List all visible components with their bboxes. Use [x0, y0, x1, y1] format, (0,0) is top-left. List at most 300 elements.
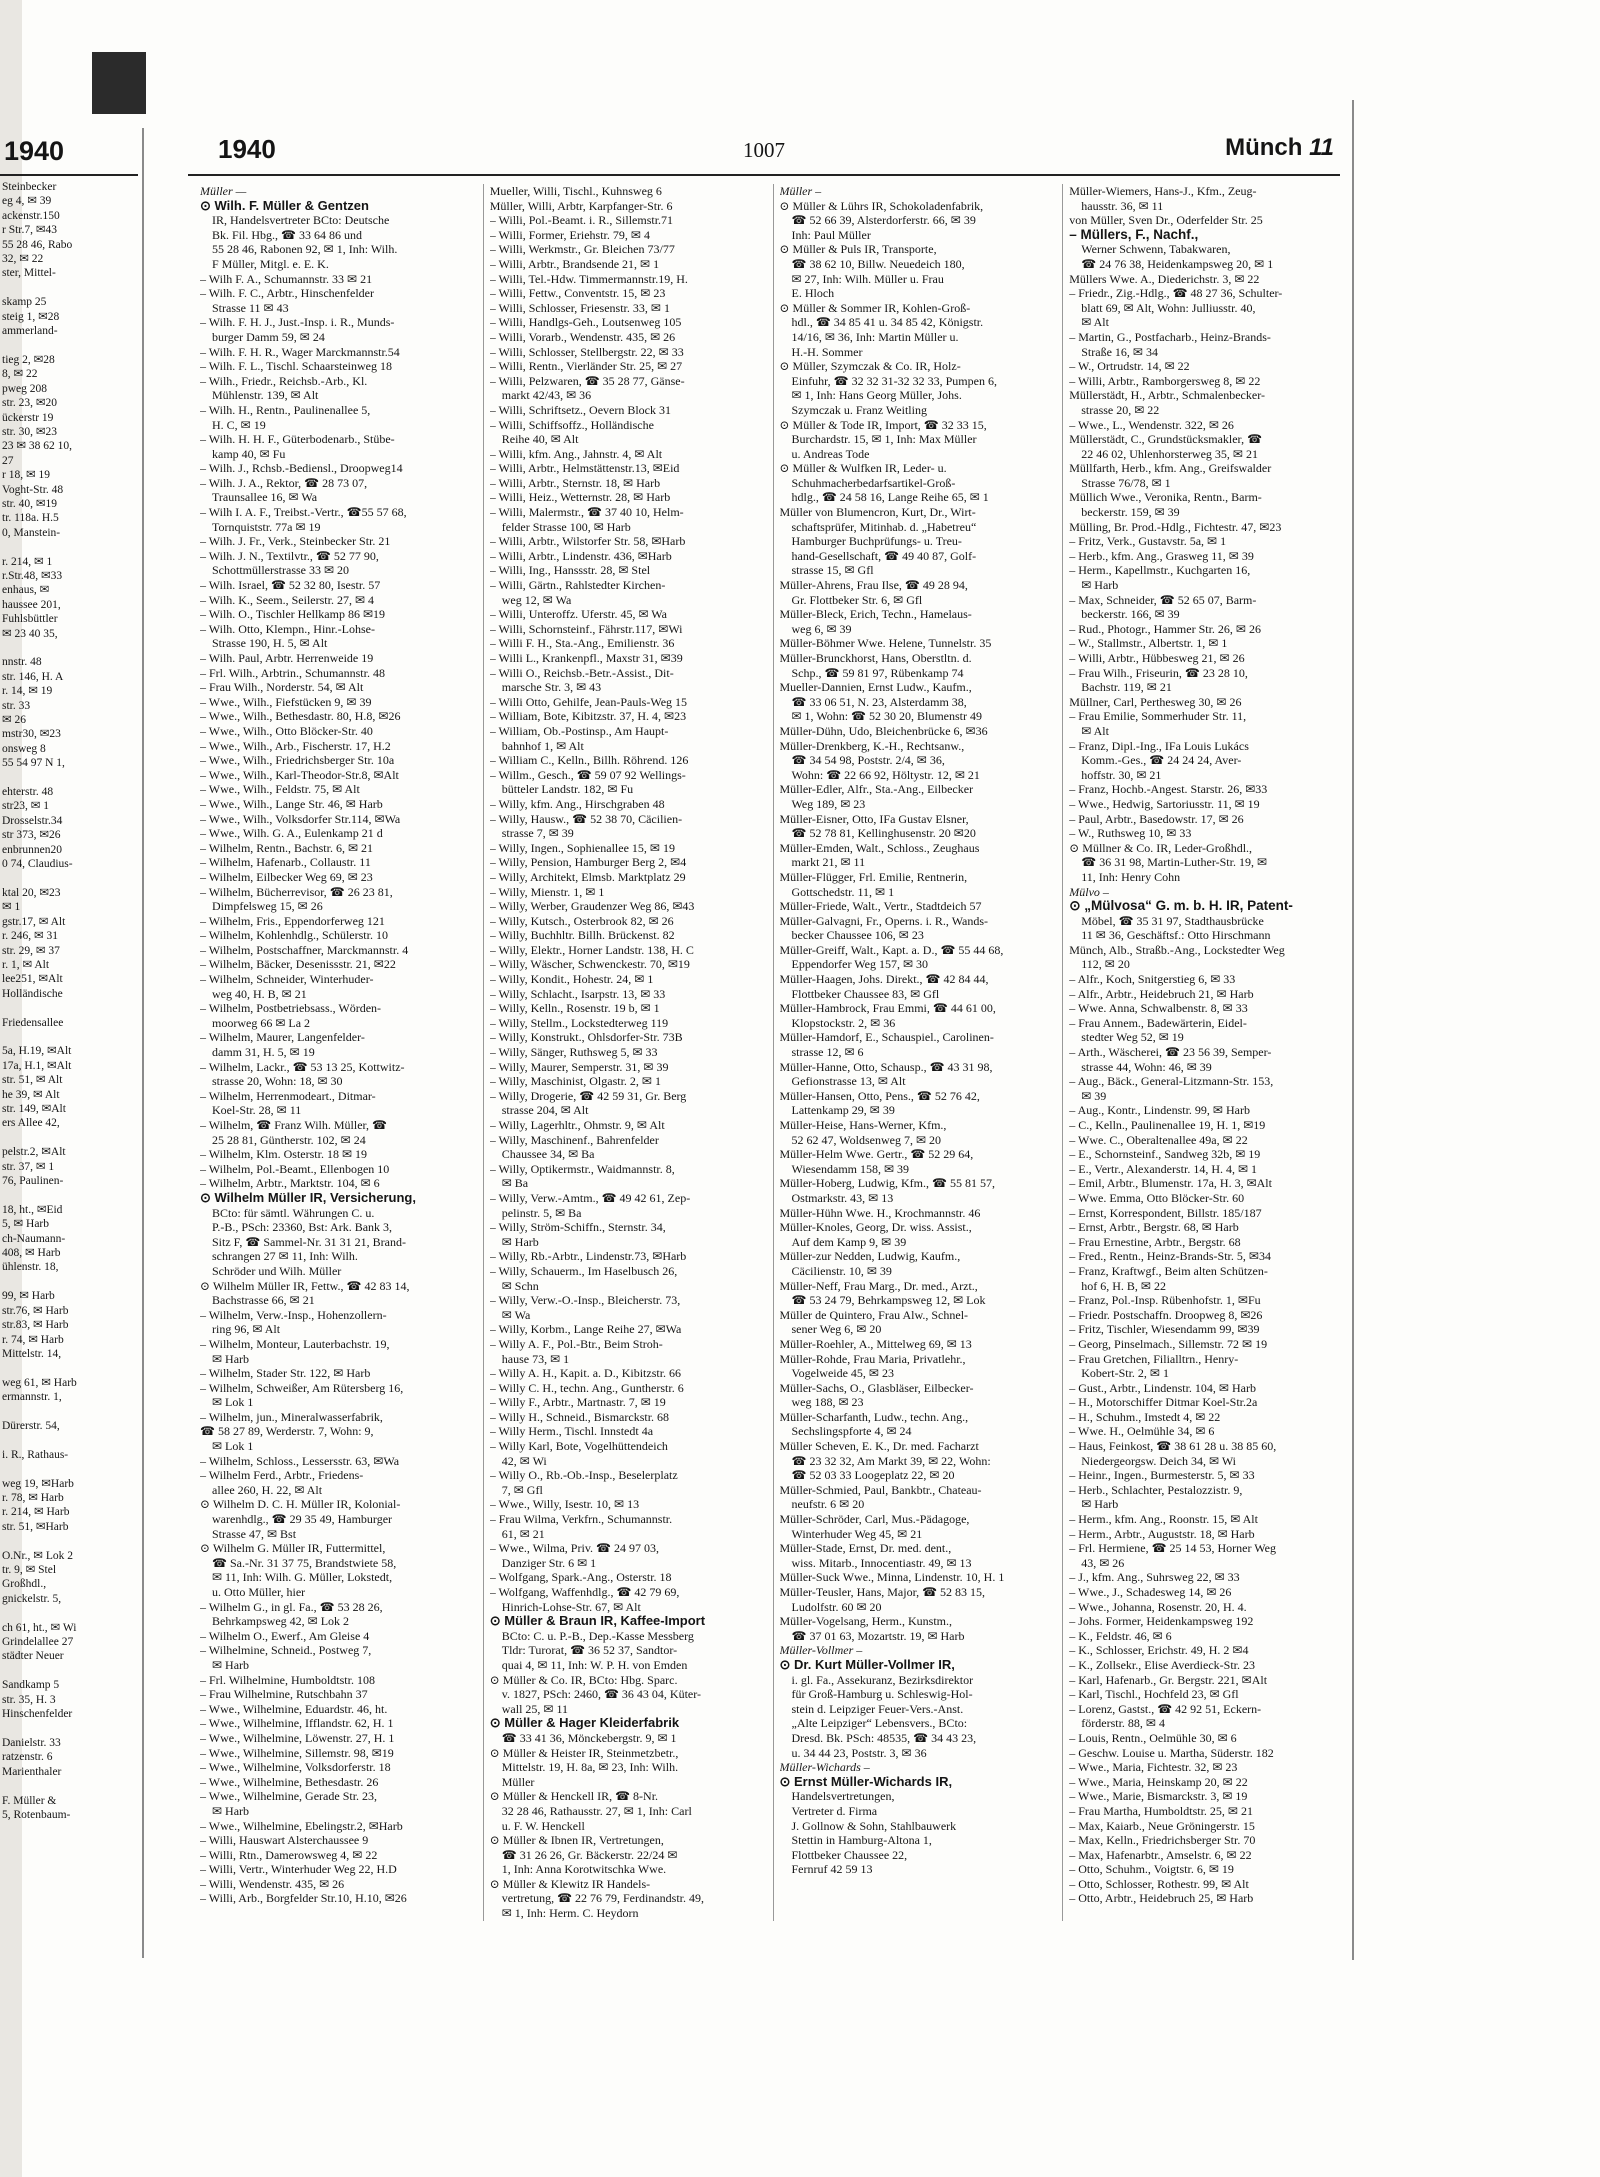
previous-page-line [2, 1001, 138, 1015]
directory-entry: – Wilhelm, Bäcker, Desenissstr. 21, ✉22 [200, 957, 396, 972]
directory-entry: – Wilhelm, Bücherrevisor, ☎ 26 23 81, [200, 884, 393, 899]
directory-entry: ✉ Harb [501, 1234, 539, 1249]
directory-entry: ☎ 52 03 33 Loogeplatz 22, ✉ 20 [791, 1468, 955, 1483]
previous-page-line: Danielstr. 33 [2, 1736, 61, 1749]
directory-entry: Kobert-Str. 2, ✉ 1 [1081, 1366, 1169, 1381]
directory-entry: ✉ Harb [212, 1803, 250, 1818]
previous-page-line: r. 246, ✉ 31 [2, 930, 58, 943]
directory-entry: kamp 40, ✉ Fu [212, 446, 286, 461]
previous-page-line: ammerland- [2, 325, 58, 338]
directory-entry: – Willy, Schauerm., Im Haselbusch 26, [489, 1263, 678, 1278]
directory-entry: – Willy, Hausw., ☎ 52 38 70, Cäcilien- [489, 811, 683, 826]
directory-entry: – Wwe., Wilh., Feldstr. 75, ✉ Alt [200, 782, 360, 797]
directory-entry: u. 34 44 23, Poststr. 3, ✉ 36 [791, 1745, 927, 1760]
directory-entry: Sitz F, ☎ Sammel-Nr. 31 31 21, Brand- [212, 1234, 406, 1249]
directory-entry: Wohn: ☎ 22 66 92, Höltystr. 12, ✉ 21 [791, 767, 980, 782]
previous-page-line: 0, Manstein- [2, 526, 61, 539]
previous-page-line: Friedensallee [2, 1016, 64, 1029]
previous-page-line: 27 [2, 454, 14, 467]
previous-page-line: pweg 208 [2, 382, 48, 395]
directory-entry: ☎ 52 66 39, Alsterdorferstr. 66, ✉ 39 [791, 213, 976, 228]
previous-page-line: r.Str.48, ✉33 [2, 569, 63, 582]
directory-entry: – Wilhelm, Postbetriebsass., Wörden- [200, 1001, 382, 1016]
previous-page-line [2, 338, 138, 352]
previous-page-line: nnstr. 48 [2, 656, 42, 669]
directory-entry: allee 260, H. 22, ✉ Alt [212, 1482, 323, 1497]
directory-entry: – Franz, Kraftwgf., Beim alten Schützen- [1069, 1263, 1268, 1278]
directory-entry: felder Strasse 100, ✉ Harb [501, 519, 631, 534]
directory-entry: – Frl. Wilh., Arbtrin., Schumannstr. 48 [200, 665, 385, 680]
directory-entry: ☎ 52 78 81, Kellinghusenstr. 20 ✉20 [791, 826, 976, 841]
directory-entry: Müller-Edler, Alfr., Sta.-Ang., Eilbecker [779, 782, 974, 797]
directory-entry: Mülvo – [1069, 884, 1109, 899]
directory-entry: – Willy, Kelln., Rosenstr. 19 b, ✉ 1 [489, 1001, 660, 1016]
previous-page-line: ers Allee 42, [2, 1117, 60, 1130]
directory-entry: Strasse 47, ✉ Bst [212, 1526, 297, 1541]
directory-entry: – Willy, Kutsch., Osterbrook 82, ✉ 26 [489, 913, 674, 928]
directory-entry: – Frau Ernestine, Arbtr., Bergstr. 68 [1069, 1234, 1241, 1249]
previous-page-line [2, 1275, 138, 1289]
directory-entry: Vertreter d. Firma [791, 1803, 878, 1818]
directory-entry: Mueller, Willi, Tischl., Kuhnsweg 6 [489, 184, 662, 198]
directory-entry: moorweg 66 ✉ La 2 [212, 1015, 311, 1030]
previous-page-line [2, 1188, 138, 1202]
previous-page-line: ackenstr.150 [2, 209, 60, 222]
directory-entry: – Wilhelm G., in gl. Fa., ☎ 53 28 26, [200, 1599, 383, 1614]
previous-page-line: 55 28 46, Rabo [2, 238, 73, 251]
directory-entry: – Wwe., Wilh., Otto Blöcker-Str. 40 [200, 723, 373, 738]
directory-entry: – Herm., kfm. Ang., Roonstr. 15, ✉ Alt [1069, 1512, 1258, 1527]
directory-entry: – Wilh F. A., Schumannstr. 33 ✉ 21 [200, 271, 373, 286]
directory-entry: – Herm., Kapellmstr., Kuchgarten 16, [1069, 563, 1251, 578]
directory-entry: – Wilh. F. L., Tischl. Schaarsteinweg 18 [200, 359, 392, 374]
previous-page-line: ✉ 23 40 35, [2, 627, 58, 640]
directory-entry: ✉ 39 [1081, 1088, 1107, 1103]
previous-page-line: mstr30, ✉23 [2, 728, 61, 741]
directory-entry: – Willi, Gärtn., Rahlstedter Kirchen- [489, 578, 666, 593]
directory-entry: Müller-Suck Wwe., Minna, Lindenstr. 10, H. 1 [779, 1570, 1005, 1585]
directory-entry: ✉ 27, Inh: Wilh. Müller u. Frau [791, 271, 944, 286]
directory-entry: 11 ✉ 36, Geschäftsf.: Otto Hirschmann [1081, 928, 1271, 943]
directory-entry: – Otto, Schlosser, Rothestr. 99, ✉ Alt [1069, 1876, 1249, 1891]
previous-page-line: str. 29, ✉ 37 [2, 944, 60, 957]
previous-page-line [2, 1131, 138, 1145]
directory-entry: – Willy, Rb.-Arbtr., Lindenstr.73, ✉Harb [489, 1249, 687, 1264]
directory-entry: – Paul, Arbtr., Basedowstr. 17, ✉ 26 [1069, 811, 1244, 826]
directory-entry: Straße 16, ✉ 34 [1081, 344, 1158, 359]
previous-page-line: str.76, ✉ Harb [2, 1304, 69, 1317]
directory-entry: strasse 7, ✉ 39 [501, 826, 574, 841]
directory-entry: Werner Schwenn, Tabakwaren, [1081, 242, 1231, 257]
previous-page-line [2, 1405, 138, 1419]
directory-entry: – Willy, Verw.-O.-Insp., Bleicherstr. 73, [489, 1293, 681, 1308]
directory-entry: Müller-Haagen, Johs. Direkt., ☎ 42 84 44, [779, 972, 989, 987]
directory-entry: – Wwe., Wilh., Fiefstücken 9, ✉ 39 [200, 694, 372, 709]
directory-entry: 112, ✉ 20 [1081, 957, 1130, 972]
previous-page-line: onsweg 8 [2, 742, 46, 755]
directory-entry: 52 62 47, Woldsenweg 7, ✉ 20 [791, 1132, 942, 1147]
directory-entry: ✉ 1, Wohn: ☎ 52 30 20, Blumenstr 49 [791, 709, 982, 724]
directory-entry: – Frl. Wilhelmine, Humboldtstr. 108 [200, 1672, 375, 1687]
previous-page-line: r. 14, ✉ 19 [2, 685, 53, 698]
previous-page-line: he 39, ✉ Alt [2, 1088, 60, 1101]
header-year: 1940 [218, 134, 276, 164]
directory-entry: Strasse 76/78, ✉ 1 [1081, 475, 1171, 490]
previous-page-line: Voght-Str. 48 [2, 483, 64, 496]
directory-entry: Müller-Hansen, Otto, Pens., ☎ 52 76 42, [779, 1088, 980, 1103]
previous-page-line [2, 872, 138, 886]
directory-entry: sener Weg 6, ✉ 20 [791, 1322, 882, 1337]
previous-page-line: enhaus, ✉ [2, 584, 50, 597]
directory-entry: 32 28 46, Rathausstr. 27, ✉ 1, Inh: Carl [501, 1803, 692, 1818]
directory-entry: – Wilhelm, ☎ Franz Wilh. Müller, ☎ [200, 1118, 387, 1132]
directory-entry: E. Hloch [791, 286, 835, 301]
directory-entry: Strasse 11 ✉ 43 [212, 300, 289, 315]
directory-entry: – Herb., Schlachter, Pestalozzistr. 9, [1069, 1482, 1243, 1497]
directory-entry: strasse 44, Wohn: 46, ✉ 39 [1081, 1059, 1212, 1074]
directory-entry: ✉ 1, Inh: Hans Georg Müller, Johs. [791, 388, 962, 403]
previous-page-line: gstr.17, ✉ Alt [2, 915, 66, 928]
directory-entry: Hinrich-Lohse-Str. 67, ✉ Alt [501, 1599, 641, 1614]
directory-entry: Müller-Schmied, Paul, Bankbtr., Chateau- [779, 1482, 982, 1497]
directory-entry: Müller-Galvagni, Fr., Operns. i. R., Wands- [779, 913, 989, 928]
previous-page-line: Mittelstr. 14, [2, 1347, 62, 1360]
previous-page-line: r. 74, ✉ Harb [2, 1333, 64, 1346]
directory-entry: ⊙ Müller & Tode IR, Import, ☎ 32 33 15, [779, 417, 987, 432]
directory-entry: – Heinr., Ingen., Burmesterstr. 5, ✉ 33 [1069, 1468, 1255, 1483]
previous-page-line [2, 1779, 138, 1793]
directory-entry: – Willy, Sänger, Ruthsweg 5, ✉ 33 [489, 1045, 658, 1060]
directory-entry: – K., Zollsekr., Elise Averdieck-Str. 23 [1069, 1657, 1255, 1672]
directory-entry: – Willi, Arbtr., Brandsende 21, ✉ 1 [489, 256, 660, 271]
directory-entry: – Wwe., Wilhelmine, Ebelingstr.2, ✉Harb [200, 1818, 403, 1833]
previous-page-line: str. 23, ✉20 [2, 397, 58, 410]
directory-entry: u. Andreas Tode [791, 446, 870, 461]
directory-entry: – Wilhelm, Eilbecker Weg 69, ✉ 23 [200, 869, 373, 884]
directory-entry: – Wilhelm Ferd., Arbtr., Friedens- [200, 1468, 364, 1483]
directory-entry: strasse 20, ✉ 22 [1081, 402, 1160, 417]
directory-entry: Gefionstrasse 13, ✉ Alt [791, 1074, 906, 1089]
directory-entry: Müller — [200, 184, 247, 198]
directory-entry: Müller-Roehler, A., Mittelweg 69, ✉ 13 [779, 1336, 972, 1351]
directory-entry: Fernruf 42 59 13 [791, 1862, 873, 1877]
directory-entry: – Max, Hafenarbtr., Amselstr. 6, ✉ 22 [1069, 1847, 1252, 1862]
previous-page-line: 17a, H.1, ✉Alt [2, 1059, 72, 1072]
directory-entry: Behrkampsweg 42, ✉ Lok 2 [212, 1614, 350, 1629]
directory-entry: Müllner, Carl, Pertheswеg 30, ✉ 26 [1069, 694, 1242, 709]
directory-entry: Dimpfelsweg 15, ✉ 26 [212, 899, 323, 914]
directory-entry: – Frau Gretchen, Filialltrn., Henry- [1069, 1351, 1239, 1366]
directory-entry: – Wwe., J., Schadesweg 14, ✉ 26 [1069, 1585, 1232, 1599]
directory-entry: – Wilhelm, Kohlenhdlg., Schülerstr. 10 [200, 928, 388, 943]
previous-page-line [2, 1664, 138, 1678]
next-page-edge [1352, 100, 1374, 1960]
directory-entry: – Wilhelm, Verw.-Insp., Hohenzollern- [200, 1307, 387, 1322]
directory-entry: hoffstr. 30, ✉ 21 [1081, 767, 1162, 782]
directory-entry: – K., Schlosser, Erichstr. 49, H. 2 ✉4 [1069, 1643, 1249, 1658]
directory-entry: Mühlenstr. 139, ✉ Alt [212, 388, 319, 403]
previous-page-line [2, 1721, 138, 1735]
directory-entry: – Willy C. H., techn. Ang., Guntherstr. 6 [489, 1380, 684, 1395]
directory-entry: – Wwe., Maria, Heinskamp 20, ✉ 22 [1069, 1774, 1248, 1789]
directory-entry: Müller-Vollmer – [779, 1643, 863, 1658]
directory-entry: ☎ 33 41 36, Mönckebergstr. 9, ✉ 1 [501, 1730, 677, 1745]
directory-entry: 11, Inh: Henry Cohn [1081, 869, 1181, 884]
previous-page-line: ✉ 1 [2, 901, 21, 914]
directory-entry: – Wilh. H. H. F., Güterbodenarb., Stübe- [200, 432, 395, 447]
directory-entry: marsche Str. 3, ✉ 43 [501, 680, 602, 695]
directory-column-3 [773, 184, 1051, 1921]
directory-entry: ✉ Lok 1 [212, 1439, 254, 1454]
directory-entry: – Frl. Hermiene, ☎ 25 14 53, Horner Weg [1069, 1541, 1276, 1556]
directory-entry: – Fritz, Tischler, Wiesendamm 99, ✉39 [1069, 1322, 1260, 1337]
previous-page-line: 408, ✉ Harb [2, 1247, 61, 1260]
previous-page-line: str23, ✉ 1 [2, 800, 50, 813]
directory-entry: ⊙ Müller & Braun IR, Kaffee-Import [489, 1614, 706, 1629]
previous-page-line: 8, ✉ 22 [2, 368, 38, 381]
directory-entry: – Willy Karl, Bote, Vogelhüttendeich [489, 1439, 668, 1454]
directory-entry: – H., Schuhm., Imstedt 4, ✉ 22 [1069, 1409, 1221, 1424]
directory-entry: – Willy, Kondit., Hohestr. 24, ✉ 1 [489, 972, 654, 987]
directory-entry: – Louis, Rentn., Oelmühle 30, ✉ 6 [1069, 1730, 1237, 1745]
directory-entry: BCto: C. u. P.-B., Dep.-Kasse Messberg [501, 1628, 694, 1643]
directory-entry: – Wwe., Wilhelmine, Löwenstr. 27, H. 1 [200, 1730, 395, 1745]
directory-entry: pelinstr. 5, ✉ Ba [501, 1205, 582, 1220]
directory-entry: – Willi, Arb., Borgfelder Str.10, H.10, ✉26 [200, 1891, 407, 1906]
previous-page-line: tieg 2, ✉28 [2, 353, 55, 366]
previous-page-line: Hinschenfelder [2, 1708, 73, 1721]
directory-entry: 25 28 81, Güntherstr. 102, ✉ 24 [212, 1132, 366, 1147]
directory-entry: Wiesendamm 158, ✉ 39 [791, 1161, 910, 1176]
previous-page-line: ktal 20, ✉23 [2, 886, 61, 899]
directory-entry: Mueller-Dannien, Ernst Ludw., Kaufm., [779, 680, 972, 695]
directory-entry: – Wwe. Emma, Otto Blöcker-Str. 60 [1069, 1190, 1245, 1205]
directory-entry: Strasse 190, H. 5, ✉ Alt [212, 636, 328, 651]
directory-entry: u. F. W. Henckell [501, 1818, 585, 1833]
directory-entry: Flottbeker Chaussee 83, ✉ Gfl [791, 986, 940, 1001]
directory-entry: ☎ 23 32 32, Am Markt 39, ✉ 22, Wohn: [791, 1453, 991, 1468]
directory-entry: – Wolfgang, Spark.-Ang., Osterstr. 18 [489, 1570, 672, 1585]
directory-entry: – H., Motorschiffer Ditmar Koel-Str.2a [1069, 1395, 1258, 1410]
directory-entry: – Frau Martha, Humboldtstr. 25, ✉ 21 [1069, 1803, 1253, 1818]
directory-entry: ⊙ Müller & Wulfken IR, Leder- u. [779, 461, 947, 476]
directory-entry: weg 188, ✉ 23 [791, 1395, 864, 1410]
directory-entry: Bachstr. 119, ✉ 21 [1081, 680, 1172, 695]
directory-entry: – Wilhelm, Hafenarb., Collaustr. 11 [200, 855, 371, 870]
directory-entry: 7, ✉ Gfl [501, 1482, 543, 1497]
previous-page-line: Dürerstr. 54, [2, 1419, 60, 1432]
directory-entry: – Herm., Arbtr., Auguststr. 18, ✉ Harb [1069, 1526, 1255, 1541]
directory-entry: ✉ Harb [1081, 578, 1119, 593]
directory-entry: – Wilhelm, Fris., Eppendorferweg 121 [200, 913, 385, 928]
previous-page-line: Grindelallee 27 [2, 1636, 74, 1649]
previous-page-line: ermannstr. 1, [2, 1391, 62, 1404]
directory-entry: Müller-Heise, Hans-Werner, Kfm., [779, 1118, 947, 1132]
directory-entry: Müllich Wwe., Veronika, Rentn., Barm- [1069, 490, 1262, 505]
directory-entry: – Karl, Tischl., Hochfeld 23, ✉ Gfl [1069, 1687, 1239, 1702]
directory-entry: ☎ 24 76 38, Heidenkampsweg 20, ✉ 1 [1081, 256, 1274, 271]
directory-entry: Koel-Str. 28, ✉ 11 [212, 1103, 302, 1118]
directory-entry: – Martin, G., Postfacharb., Heinz-Brands- [1069, 329, 1271, 344]
previous-page-line: 18, ht., ✉Eid [2, 1203, 63, 1216]
directory-entry: IR, Handelsvertreter BCto: Deutsche [212, 213, 390, 228]
directory-entry: markt 42/43, ✉ 36 [501, 388, 592, 403]
directory-entry: – Friedr., Zig.-Hdlg., ☎ 48 27 36, Schulter- [1069, 286, 1283, 301]
directory-entry: – Willi, Arbtr., Lindenstr. 436, ✉Harb [489, 548, 672, 563]
directory-entry: – Wilh. J., Rchsb.-Bediensl., Droopweg14 [200, 461, 403, 476]
directory-entry: Müllerstädt, C., Grundstücksmakler, ☎ [1069, 432, 1263, 447]
directory-entry: ✉ Wa [501, 1307, 531, 1322]
directory-entry: stedter Weg 52, ✉ 19 [1081, 1030, 1184, 1045]
previous-page-line: Fuhlsbüttler [2, 613, 58, 626]
directory-entry: – Willy, Maschinist, Olgastr. 2, ✉ 1 [489, 1074, 661, 1089]
directory-entry: – Wilh. F. H. J., Just.-Insp. i. R., Munds- [200, 315, 395, 330]
directory-entry: strasse 12, ✉ 6 [791, 1045, 864, 1060]
previous-page-line: 32, ✉ 22 [2, 253, 44, 266]
directory-entry: Klopstockstr. 2, ✉ 36 [791, 1015, 896, 1030]
directory-entry: Handelsvertretungen, [791, 1789, 895, 1804]
directory-entry: ⊙ Müller & Henckell IR, ☎ 8-Nr. [489, 1789, 659, 1804]
directory-entry: – Wilhelm, Monteur, Lauterbachstr. 19, [200, 1336, 390, 1351]
directory-column-4 [1062, 184, 1340, 1921]
directory-entry: Bachstrasse 66, ✉ 21 [212, 1293, 315, 1308]
directory-entry: ⊙ Müller & Heister IR, Steinmetzbetr., [489, 1745, 679, 1760]
directory-entry: ☎ Sa.-Nr. 31 37 75, Brandstwiete 58, [212, 1555, 397, 1570]
directory-entry: – Willi, Malermstr., ☎ 37 40 10, Helm- [489, 505, 684, 520]
directory-entry: Mittelstr. 19, H. 8a, ✉ 23, Inh: Wilh. [501, 1760, 679, 1775]
directory-entry: – Willy, Drogerie, ☎ 42 59 31, Gr. Berg [489, 1088, 687, 1103]
directory-entry: – Wilhelmine, Schneid., Postweg 7, [200, 1643, 372, 1658]
directory-entry: – Willi, Schriftsetz., Oevern Block 31 [489, 402, 672, 417]
previous-page-line: pelstr.2, ✉Alt [2, 1146, 66, 1159]
directory-entry: ⊙ Müller & Puls IR, Transporte, [779, 242, 937, 257]
directory-entry: – Max, Kaiarb., Neue Gröningerstr. 15 [1069, 1818, 1255, 1833]
previous-page-line [2, 540, 138, 554]
directory-entry: hdlg., ☎ 24 58 16, Lange Reihe 65, ✉ 1 [791, 490, 989, 505]
directory-entry: beckerstr. 166, ✉ 39 [1081, 607, 1180, 622]
directory-entry: – Wilh., Friedr., Reichsb.-Arb., Kl. [200, 373, 368, 388]
directory-entry: Müller-Bleck, Erich, Techn., Hamelaus- [779, 607, 972, 622]
previous-page-line: str. 37, ✉ 1 [2, 1160, 55, 1173]
directory-entry: – Willi, Schornsteinf., Fährstr.117, ✉Wi [489, 621, 683, 636]
header-city [1225, 134, 1334, 162]
previous-page-line: 5, Rotenbaum- [2, 1808, 71, 1821]
directory-entry: Müller – [779, 184, 822, 198]
directory-entry: ✉ Harb [212, 1657, 250, 1672]
directory-entry: – Wwe., Wilhelmine, Ifflandstr. 62, H. 1 [200, 1716, 394, 1731]
directory-entry: Müller-Neff, Frau Marg., Dr. med., Arzt., [779, 1278, 978, 1293]
directory-entry: ☎ 37 01 63, Mozartstr. 19, ✉ Harb [791, 1628, 965, 1643]
directory-entry: – Wwe., Wilh., Karl-Theodor-Str.8, ✉Alt [200, 767, 399, 782]
directory-entry: Müller-Wichards – [779, 1760, 870, 1775]
directory-entry: 14/16, ✉ 36, Inh: Martin Müller u. [791, 329, 959, 344]
directory-entry: ✉ Alt [1081, 723, 1109, 738]
directory-entry: – Wilhelm, Pol.-Beamt., Ellenbogen 10 [200, 1161, 390, 1176]
previous-page-line: i. R., Rathaus- [2, 1448, 69, 1461]
directory-entry: – Wilhelm, Schneider, Winterhuder- [200, 972, 374, 987]
directory-entry: Traunsallee 16, ✉ Wa [212, 490, 318, 505]
directory-entry: Dresd. Bk. PSch: 48535, ☎ 34 43 23, [791, 1730, 977, 1745]
directory-entry: Müller-Ahrens, Frau Ilse, ☎ 49 28 94, [779, 578, 968, 593]
previous-page-line: 23 ✉ 38 62 10, [2, 440, 73, 453]
previous-page-line: r 18, ✉ 19 [2, 469, 50, 482]
directory-entry: – Friedr. Postschaffn. Droopweg 8, ✉26 [1069, 1307, 1263, 1322]
directory-entry: Müllerstädt, H., Arbtr., Schmalenbecker- [1069, 388, 1265, 403]
directory-entry: 42, ✉ Wi [501, 1453, 547, 1468]
directory-entry: Müller-Hamdorf, E., Schauspiel., Carolinen- [779, 1030, 994, 1045]
directory-entry: – Willi Otto, Gehilfe, Jean-Pauls-Weg 15 [489, 694, 688, 709]
directory-entry: Müller-Flügger, Frl. Emilie, Rentnerin, [779, 869, 968, 884]
directory-entry: – Willm., Gesch., ☎ 59 07 92 Wellings- [489, 767, 686, 782]
directory-entry: förderstr. 88, ✉ 4 [1081, 1716, 1165, 1731]
directory-entry: Müller-zur Nedden, Ludwig, Kaufm., [779, 1249, 961, 1264]
page-header [188, 128, 1340, 176]
directory-entry: ⊙ Wilh. F. Müller & Gentzen [200, 198, 369, 213]
directory-entry: – Max, Schneider, ☎ 52 65 07, Barm- [1069, 592, 1257, 607]
previous-page-line: ✉ 26 [2, 714, 27, 727]
directory-entry: – Willi, Schlosser, Stellbergstr. 22, ✉ 33 [489, 344, 684, 359]
directory-entry: – Georg, Pinselmach., Sillemstr. 72 ✉ 19 [1069, 1336, 1268, 1351]
directory-entry: Burchardstr. 15, ✉ 1, Inh: Max Müller [791, 432, 977, 447]
directory-entry: blatt 69, ✉ Alt, Wohn: Julliusstr. 40, [1081, 300, 1256, 315]
directory-entry: ⊙ Müller & Co. IR, BCto: Hbg. Sparc. [489, 1672, 678, 1687]
directory-entry: H. C, ✉ 19 [212, 417, 266, 432]
directory-entry: – Aug., Kontr., Lindenstr. 99, ✉ Harb [1069, 1103, 1250, 1118]
directory-entry: – Wilh. F. C., Arbtr., Hinschenfelder [200, 286, 374, 301]
directory-entry: – Gust., Arbtr., Lindenstr. 104, ✉ Harb [1069, 1380, 1256, 1395]
directory-entry: Tldr: Turorat, ☎ 36 52 37, Sandtor- [501, 1643, 678, 1658]
directory-entry: v. 1827, PSch: 2460, ☎ 36 43 04, Küter- [501, 1687, 702, 1702]
directory-entry: ✉ Lok 1 [212, 1395, 254, 1410]
directory-entry: Bk. Fil. Hbg., ☎ 33 64 86 und [212, 227, 362, 242]
directory-entry: – Franz, Dipl.-Ing., IFa Louis Lukács [1069, 738, 1249, 753]
directory-entry: Müller de Quintero, Frau Alw., Schnel- [779, 1307, 969, 1322]
directory-entry: Müllers Wwe. A., Diederichstr. 3, ✉ 22 [1069, 271, 1260, 286]
directory-entry: – Willy, Ström-Schiffn., Sternstr. 34, [489, 1220, 666, 1235]
directory-entry: 61, ✉ 21 [501, 1526, 545, 1541]
directory-entry: – Willi, kfm. Ang., Jahnstr. 4, ✉ Alt [489, 446, 663, 461]
directory-entry: – Willi, Former, Eriehstr. 79, ✉ 4 [489, 227, 650, 242]
directory-entry: beckerstr. 159, ✉ 39 [1081, 505, 1180, 520]
previous-page-line: Sandkamp 5 [2, 1679, 60, 1692]
header-city-name: Münch [1225, 134, 1303, 161]
directory-entry: Müller-Friede, Walt., Vertr., Stadtdeich 57 [779, 899, 982, 914]
previous-page-line: skamp 25 [2, 296, 47, 309]
previous-page-line: weg 19, ✉Harb [2, 1477, 74, 1490]
directory-entry: – Frau Wilma, Verkfrn., Schumannstr. [489, 1512, 673, 1527]
directory-entry: 22 46 02, Uhlenhorsterweg 35, ✉ 21 [1081, 446, 1258, 461]
directory-entry: ⊙ Dr. Kurt Müller-Vollmer IR, [779, 1657, 955, 1672]
directory-entry: – Emil, Arbtr., Blumenstr. 17a, H. 3, ✉Alt [1069, 1176, 1272, 1191]
previous-page-line: ster, Mittel- [2, 267, 56, 280]
directory-entry: – Frau Emilie, Sommerhuder Str. 11, [1069, 709, 1247, 724]
directory-entry: ✉ Harb [1081, 1497, 1119, 1512]
directory-entry: Müller-Dühn, Udo, Bleichenbrücke 6, ✉36 [779, 723, 988, 738]
directory-entry: – Wwe., Wilh., Volksdorfer Str.114, ✉Wa [200, 811, 401, 826]
directory-entry: Einfuhr, ☎ 32 32 31-32 32 33, Pumpen 6, [791, 373, 997, 388]
previous-page-line: 5, ✉ Harb [2, 1218, 49, 1231]
directory-entry: – Wwe., Marie, Bismarckstr. 3, ✉ 19 [1069, 1789, 1248, 1804]
directory-entry: – Wwe., Wilhelmine, Eduardstr. 46, ht. [200, 1701, 388, 1716]
directory-entry: Chaussee 34, ✉ Ba [501, 1147, 595, 1162]
directory-entry: Eppendorfer Weg 157, ✉ 30 [791, 957, 928, 972]
directory-entry: Lattenkamp 29, ✉ 39 [791, 1103, 895, 1118]
previous-page-line: Holländische [2, 987, 63, 1000]
directory-entry: – C., Kelln., Paulinenallee 19, H. 1, ✉19 [1069, 1118, 1266, 1132]
directory-entry: hand-Gesellschaft, ☎ 49 40 87, Golf- [791, 548, 977, 563]
directory-entry: ☎ 36 31 98, Martin-Luther-Str. 19, ✉ [1081, 855, 1267, 870]
directory-entry: Ostmarkstr. 43, ✉ 13 [791, 1190, 894, 1205]
